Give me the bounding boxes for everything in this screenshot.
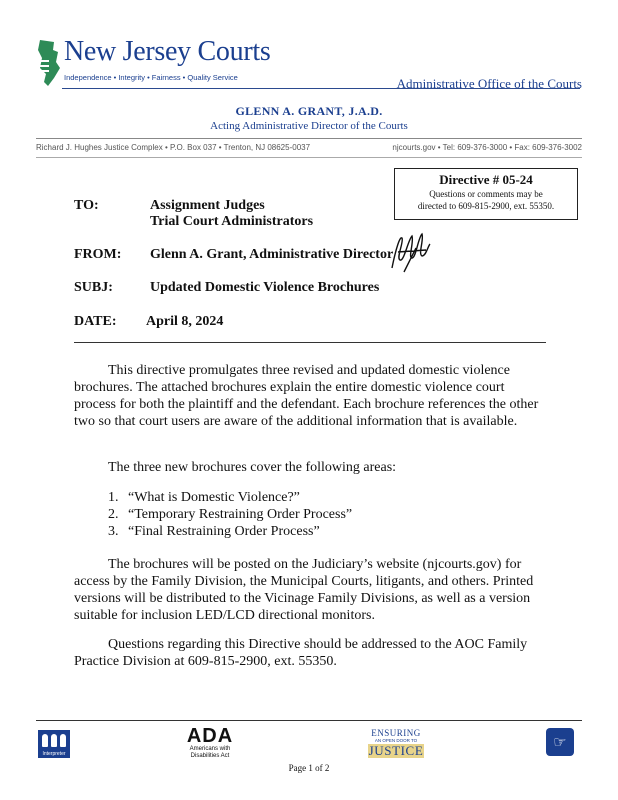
page-number: Page 1 of 2 bbox=[288, 763, 330, 773]
from-value: Glenn A. Grant, Administrative Director bbox=[150, 247, 394, 262]
director-title: Acting Administrative Director of the Courts bbox=[210, 120, 408, 132]
list-item-text: “Final Restraining Order Process” bbox=[128, 524, 320, 539]
ada-logo-text: ADA bbox=[186, 725, 234, 747]
interpreter-icon bbox=[38, 730, 70, 758]
sign-language-icon: ☞ bbox=[546, 728, 574, 756]
directive-box bbox=[394, 168, 578, 220]
logo-tagline: Independence • Integrity • Fairness • Quality Service bbox=[64, 73, 238, 82]
contact-line bbox=[36, 143, 582, 152]
date-value: April 8, 2024 bbox=[146, 314, 224, 329]
memo-divider bbox=[74, 342, 546, 343]
list-item-number: 3. bbox=[108, 524, 119, 539]
contact-text: njcourts.gov • Tel: 609-376-3000 • Fax: 609-376-3002 bbox=[392, 143, 582, 152]
list-item-text: “Temporary Restraining Order Process” bbox=[128, 507, 353, 522]
to-recipient-1: Assignment Judges bbox=[150, 198, 265, 213]
footer-divider bbox=[36, 720, 582, 721]
list-item bbox=[108, 506, 548, 523]
body-paragraph-4: Questions regarding this Directive should be addressed to the AOC Family Practice Division at 609-815-2900, ext. 55350. bbox=[74, 637, 528, 669]
date-label: DATE: bbox=[74, 314, 117, 329]
directive-note-line1: Questions or comments may be bbox=[429, 189, 543, 199]
to-label: TO: bbox=[74, 198, 99, 213]
nj-state-map-icon bbox=[34, 38, 62, 88]
directive-note-line2: directed to 609-815-2900, ext. 55350. bbox=[417, 201, 555, 211]
list-item-number: 1. bbox=[108, 490, 119, 505]
ej-big-text: JUSTICE bbox=[368, 743, 424, 758]
body-paragraph-1: This directive promulgates three revised and updated domestic violence brochures. The attached brochures explain the entire domestic violence court process for both the plaintiff and the defendant. Each brochure references the other two so that court users are aware of the additional information that is available. bbox=[74, 363, 539, 429]
to-recipient-2: Trial Court Administrators bbox=[150, 214, 314, 229]
subj-value: Updated Domestic Violence Brochures bbox=[150, 280, 380, 295]
ada-line-1: Americans with bbox=[189, 746, 231, 752]
ej-top-text: ENSURING bbox=[371, 728, 421, 738]
signature-icon bbox=[386, 228, 436, 278]
contact-divider-top bbox=[36, 138, 582, 139]
logo-title: New Jersey Courts bbox=[64, 36, 271, 67]
contact-divider-bottom bbox=[36, 157, 582, 158]
ada-line-2: Disabilities Act bbox=[190, 753, 230, 759]
office-name: Administrative Office of the Courts bbox=[396, 76, 582, 91]
list-item-text: “What is Domestic Violence?” bbox=[128, 490, 300, 505]
body-paragraph-2: The three new brochures cover the following areas: bbox=[108, 460, 397, 475]
director-name: GLENN A. GRANT, J.A.D. bbox=[235, 104, 383, 118]
ensuring-justice-logo-icon bbox=[368, 728, 424, 758]
list-item bbox=[108, 523, 548, 540]
brochure-list bbox=[108, 489, 548, 540]
body-paragraph-3: The brochures will be posted on the Judiciary’s website (njcourts.gov) for access by the Family Division, the Municipal Courts, litigants, and others. Printed versions will be distributed to the Vicinage Family Divisions, as well as a version suitable for inclusion LED/LCD directional monitors. bbox=[74, 557, 534, 623]
subj-label: SUBJ: bbox=[74, 280, 113, 295]
list-item bbox=[108, 489, 548, 506]
header-divider bbox=[62, 88, 580, 89]
from-label: FROM: bbox=[74, 247, 122, 262]
ej-mid-text: AN OPEN DOOR TO bbox=[374, 738, 418, 743]
interpreter-label: Interpreter bbox=[42, 751, 66, 757]
list-item-number: 2. bbox=[108, 507, 119, 522]
ada-logo-icon bbox=[180, 726, 240, 760]
directive-number: Directive # 05-24 bbox=[439, 172, 533, 187]
address-text: Richard J. Hughes Justice Complex • P.O. Box 037 • Trenton, NJ 08625-0037 bbox=[36, 143, 311, 152]
